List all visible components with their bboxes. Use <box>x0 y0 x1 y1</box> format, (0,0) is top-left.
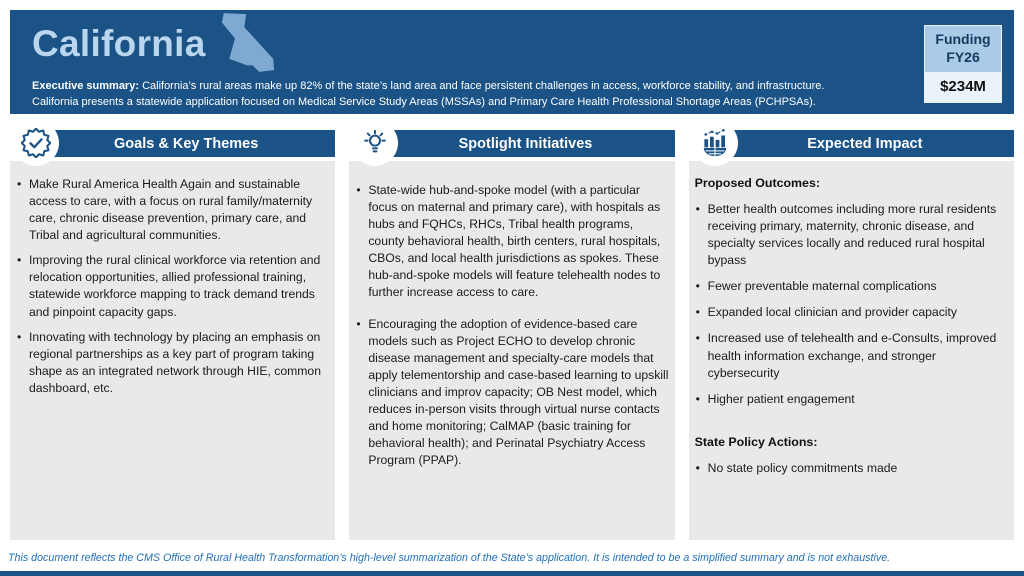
header-banner <box>10 10 1014 114</box>
column-goals-header: Goals & Key Themes <box>37 130 335 157</box>
spotlight-bullet: • State-wide hub-and-spoke model (with a particular focus on maternal and primary care), with hospitals as hubs and FQHCs, RHCs, Tribal health programs, county behavioral health, birth centers, rural hospitals, CBOs, and local health jurisdictions as spokes. These hub-and-spoke models will feature telehealth nodes to further increase access to care. <box>349 182 668 302</box>
impact-bullet: • Expanded local clinician and provider capacity <box>689 304 1008 321</box>
funding-box <box>924 25 1002 103</box>
funding-label <box>925 26 1001 72</box>
policy-bullet: • No state policy commitments made <box>689 460 1008 477</box>
page-title: California <box>32 23 206 64</box>
proposed-outcomes-heading: Proposed Outcomes: <box>694 176 820 190</box>
column-spotlight <box>349 130 674 540</box>
spotlight-bullet: • Encouraging the adoption of evidence-based care models such as Project ECHO to develop chronic disease management and specialty-care models that apply telementorship and case-based learning to upskill clinicians and improv capacity; OB Nest model, which reduces in-person visits through virtual nurse contacts and home monitoring; CalMAP (basic training for behavioral health); and Perinatal Psychiatry Access Program (PPAP). <box>349 316 668 470</box>
impact-bullet: • Higher patient engagement <box>689 391 1008 408</box>
column-spotlight-header: Spotlight Initiatives <box>376 130 674 157</box>
goals-bullet: • Innovating with technology by placing an emphasis on regional partnerships as a key part of program taking shape as an integrated network through HIE, common dashboard, etc. <box>10 329 329 397</box>
executive-summary-label: Executive summary: <box>32 80 139 92</box>
bottom-accent-bar <box>0 571 1024 576</box>
impact-bullet: • Increased use of telehealth and e-Consults, improved health information exchange, and stronger cybersecurity <box>689 330 1008 381</box>
columns-container <box>10 130 1014 540</box>
column-goals-body <box>10 161 335 540</box>
column-goals <box>10 130 335 540</box>
california-state-icon <box>220 12 276 79</box>
disclaimer-text: This document reflects the CMS Office of Rural Health Transformation’s high-level summarization of the State’s application. It is intended to be a simplified summary and is not exhaustive. <box>8 552 891 564</box>
seal-check-icon <box>13 120 59 166</box>
executive-summary-line2: California presents a statewide application focused on Medical Service Study Areas (MSSAs) and Primary Care Health Professional Shortage Areas (PCHPSAs). <box>32 95 816 108</box>
column-impact-header: Expected Impact <box>716 130 1014 157</box>
bar-chart-globe-icon <box>692 120 738 166</box>
funding-label-line2: FY26 <box>946 48 980 65</box>
executive-summary-line1: California’s rural areas make up 82% of the state’s land area and face persistent challenges in access, workforce stability, and infrastructure. <box>142 80 825 92</box>
impact-bullet: • Better health outcomes including more rural residents receiving primary, maternity, chronic disease, and specialty services locally and reduced rural hospital bypass <box>689 201 1008 269</box>
funding-label-line1: Funding <box>935 31 991 47</box>
lightbulb-icon <box>352 120 398 166</box>
funding-amount: $234M <box>925 72 1001 102</box>
state-policy-actions-heading: State Policy Actions: <box>694 434 818 449</box>
column-impact <box>689 130 1014 540</box>
executive-summary <box>32 79 912 110</box>
impact-bullet: • Fewer preventable maternal complications <box>689 278 1008 295</box>
goals-bullet: • Make Rural America Health Again and sustainable access to care, with a focus on rural family/maternity care, chronic disease prevention, primary care, and Tribal and agricultural communities. <box>10 176 329 244</box>
column-impact-body <box>689 161 1014 540</box>
column-spotlight-body <box>349 161 674 540</box>
goals-bullet: • Improving the rural clinical workforce via retention and relocation opportunities, allied professional training, statewide workforce mapping to track demand trends and pinpoint capacity gaps. <box>10 252 329 320</box>
